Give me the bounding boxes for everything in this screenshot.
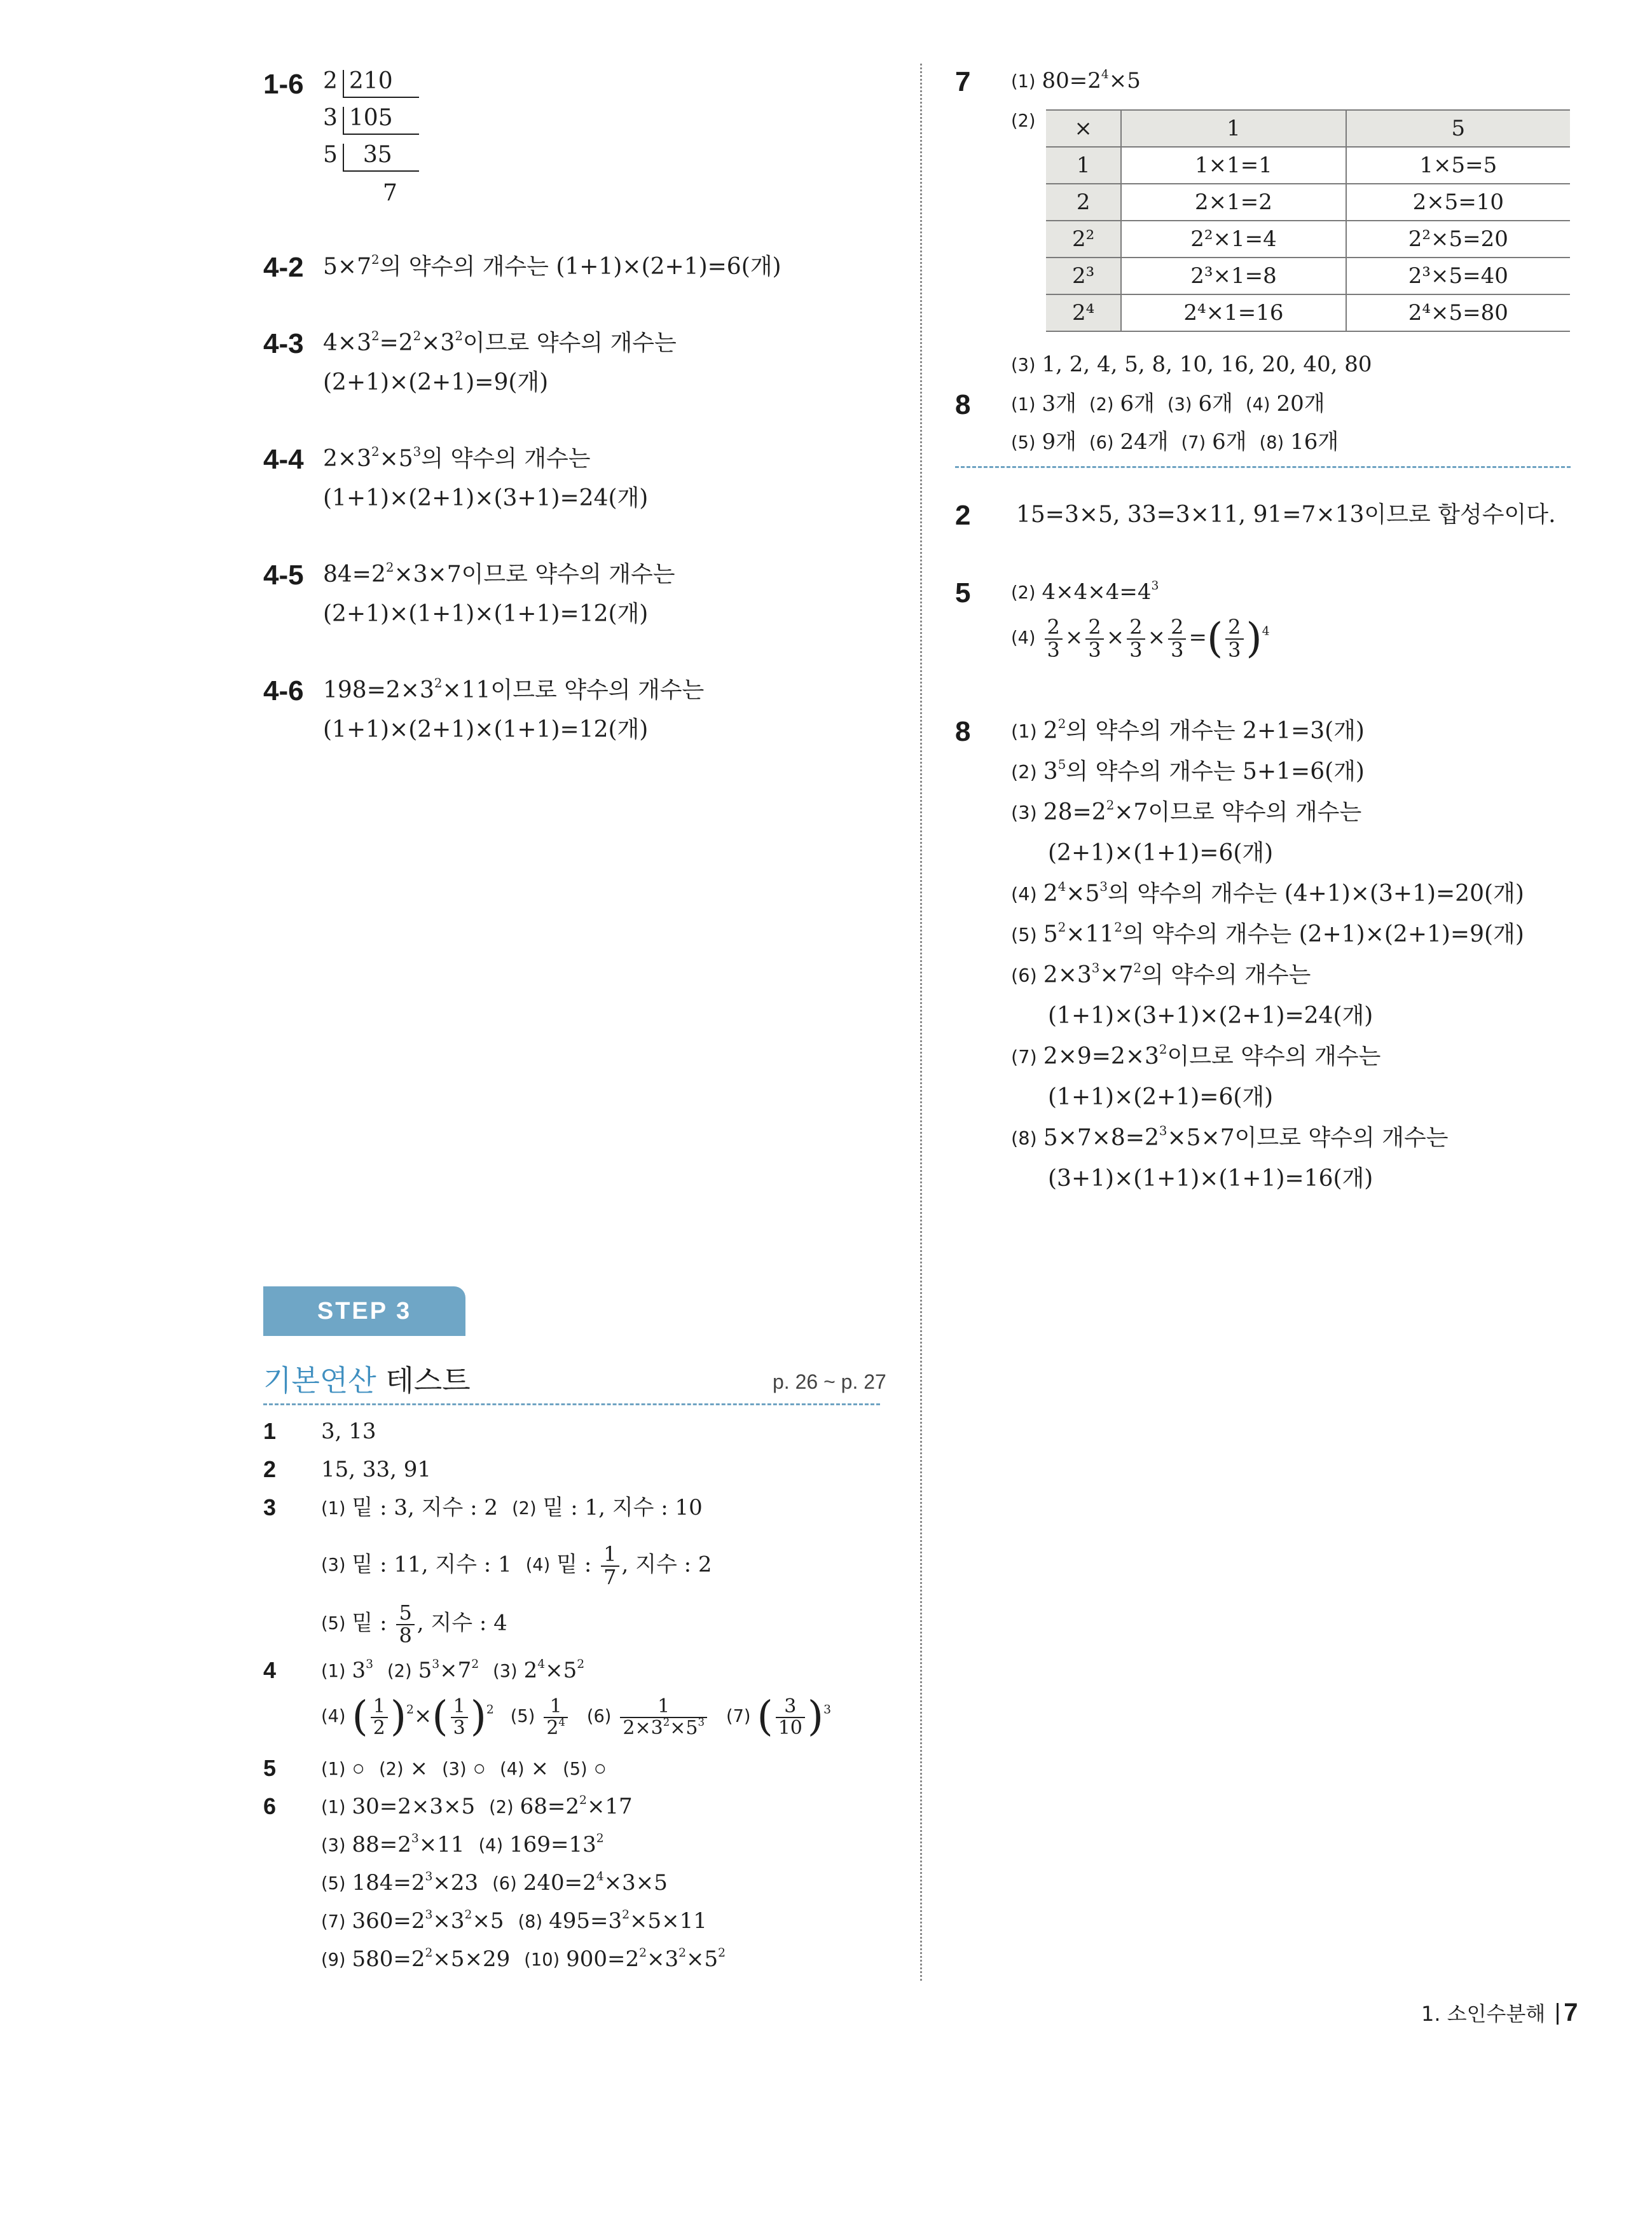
ladder-division-row: [323, 107, 419, 135]
answer-line: (1) $2^2$의 약수의 개수는 2+1=3(개): [1011, 717, 1365, 744]
chapter-label: 1. 소인수분해: [1421, 2002, 1546, 2026]
table-row-header: 2⁴: [1046, 294, 1121, 331]
table-cell: 2²×5=20: [1346, 221, 1570, 258]
table-row: [1046, 184, 1570, 221]
answer-line: $84=2^2\times 3\times 7$이므로 약수의 개수는: [323, 560, 675, 588]
table-row: [1046, 221, 1570, 258]
column-divider: [920, 64, 922, 1981]
answer-line: (1) $80=2^4\times 5$: [1011, 68, 1141, 93]
answer-line: (1) 3개 (2) 6개 (3) 6개 (4) 20개: [1011, 391, 1325, 416]
problem-number: 1-6: [263, 69, 304, 100]
problem-number: 7: [955, 66, 971, 97]
answer-line: (1+1)×(2+1)×(3+1)=24(개): [323, 485, 649, 511]
answer-line: $4\times 3^2=2^2\times 3^2$이므로 약수의 개수는: [323, 329, 677, 356]
problem-number: 5: [263, 1755, 277, 1781]
table-cell: 2⁴×1=16: [1121, 294, 1346, 331]
quotient: 7: [383, 180, 397, 206]
table-header-cell: 1: [1121, 110, 1346, 147]
dividend: 105: [343, 107, 419, 135]
section-divider: [955, 466, 1571, 468]
answer-line: (1+1)×(2+1)×(1+1)=12(개): [323, 717, 649, 743]
table-header-row: [1046, 110, 1570, 147]
table-row-header: 1: [1046, 147, 1121, 184]
answer-line: 15, 33, 91: [321, 1457, 432, 1482]
table-row-header: 2: [1046, 184, 1121, 221]
problem-number: 4-2: [263, 252, 304, 283]
section-title: [263, 1358, 471, 1400]
answer-part-label: (2): [1011, 111, 1036, 131]
answer-line: (2) $3^5$의 약수의 개수는 5+1=6(개): [1011, 757, 1365, 785]
answer-line: (6) $2\times 3^3\times 7^2$의 약수의 개수는: [1011, 961, 1311, 988]
answer-line: (5) 밑 : $\frac{5}{8}$ , 지수 : 4: [321, 1600, 507, 1648]
problem-number: 2: [263, 1456, 277, 1482]
answer-line: (3) 1, 2, 4, 5, 8, 10, 16, 20, 40, 80: [1011, 352, 1372, 377]
divisor: 3: [323, 105, 338, 131]
multiplication-table: [1046, 109, 1570, 332]
problem-number: 4-4: [263, 444, 304, 475]
problem-number: 4-6: [263, 675, 304, 706]
answer-line: (3) 밑 : 11, 지수 : 1 (4) 밑 : $\frac{1}{7}$ , 지수 : 2: [321, 1542, 712, 1589]
page-footer: [1421, 1998, 1578, 2027]
page-number: 7: [1564, 1999, 1578, 2027]
answer-line: (3) $88=2^3\times 11$ (4) $169=13^2$: [321, 1832, 604, 1857]
answer-line: (5) $5^2\times 11^2$의 약수의 개수는 (2+1)×(2+1)=9(개): [1011, 920, 1524, 947]
table-cell: 1×1=1: [1121, 147, 1346, 184]
table-row-header: 2³: [1046, 258, 1121, 294]
section-title-highlight: 기본연산: [263, 1363, 376, 1398]
ladder-division-row: [323, 70, 419, 98]
answer-line: (4) $2^4\times 5^3$의 약수의 개수는 (4+1)×(3+1)=20(개): [1011, 879, 1524, 907]
table-cell: 2³×1=8: [1121, 258, 1346, 294]
problem-number: 8: [955, 389, 971, 420]
answer-line: (9) $580=2^2\times 5\times 29$ (10) $900=2^2\times 3^2\times 5^2$: [321, 1946, 726, 1972]
table-row: [1046, 258, 1570, 294]
answer-line: (7) $360=2^3\times 3^2\times 5$ (8) $495=3^2\times 5\times 11$: [321, 1908, 707, 1934]
answer-line: (7) $2\times 9=2\times 3^2$이므로 약수의 개수는: [1011, 1042, 1381, 1070]
dividend: 210: [343, 70, 419, 98]
answer-line: (1) $3^3$ (2) $5^3\times 7^2$ (3) $2^4\times 5^2$: [321, 1658, 585, 1683]
answer-line: $2\times 3^2\times 5^3$의 약수의 개수는: [323, 444, 591, 472]
answer-line: (2) $4\times 4\times 4=4^3$: [1011, 579, 1159, 605]
answer-line: (3+1)×(1+1)×(1+1)=16(개): [1048, 1166, 1373, 1192]
problem-number: 8: [955, 716, 971, 747]
ladder-division-row: [323, 144, 419, 172]
answer-line: (2+1)×(2+1)=9(개): [323, 369, 549, 396]
answer-line: (4) $\frac{2}{3}$ × $\frac{2}{3}$ × $\frac{2}{3}$ × $\frac{2}{3}$ =( $\frac{2}{3}$ )$^4$: [1011, 614, 1270, 663]
section-divider: [263, 1403, 880, 1405]
problem-number: 5: [955, 577, 971, 609]
answer-line: $198=2\times 3^2\times 11$이므로 약수의 개수는: [323, 676, 705, 703]
answer-line: (8) $5\times 7\times 8=2^3\times 5\times 7$이므로 약수의 개수는: [1011, 1124, 1449, 1151]
divisor: 5: [323, 142, 338, 168]
answer-line: 3, 13: [321, 1419, 376, 1444]
answer-line: (1+1)×(2+1)=6(개): [1048, 1084, 1274, 1110]
table-row-header: 2²: [1046, 221, 1121, 258]
problem-number: 4-5: [263, 560, 304, 591]
section-title-rest: 테스트: [376, 1363, 471, 1398]
problem-number: 3: [263, 1494, 277, 1520]
answer-line: (4) ( $\frac{1}{2}$ )$^2$×( $\frac{1}{3}$ )$^2$ (5) $\frac{1}{2^4}$ (6) $\frac{1}{2\times 3^2\times 5^3}$ (7) ( $\frac{3}{10}$ )$^3$: [321, 1693, 831, 1741]
answer-line: 15=3×5, 33=3×11, 91=7×13이므로 합성수이다.: [1016, 502, 1556, 528]
problem-number: 1: [263, 1418, 277, 1444]
answer-line: (1+1)×(3+1)×(2+1)=24(개): [1048, 1003, 1373, 1029]
table-cell: 2⁴×5=80: [1346, 294, 1570, 331]
table-header-cell: ×: [1046, 110, 1121, 147]
table-row: [1046, 294, 1570, 331]
problem-number: 4-3: [263, 328, 304, 359]
step-tab: STEP 3: [263, 1286, 465, 1336]
answer-line: (2+1)×(1+1)=6(개): [1048, 840, 1274, 866]
table-cell: 2×1=2: [1121, 184, 1346, 221]
dividend: 35: [343, 144, 419, 172]
table-cell: 1×5=5: [1346, 147, 1570, 184]
table-cell: 2³×5=40: [1346, 258, 1570, 294]
problem-number: 6: [263, 1793, 277, 1819]
divisor: 2: [323, 68, 338, 94]
answer-line: $5\times 7^2$의 약수의 개수는 (1+1)×(2+1)=6(개): [323, 252, 781, 280]
page-range: p. 26 ~ p. 27: [773, 1370, 886, 1393]
answer-line: (1) 밑 : 3, 지수 : 2 (2) 밑 : 1, 지수 : 10: [321, 1495, 703, 1520]
problem-number: 2: [955, 500, 971, 531]
footer-separator: [1557, 2003, 1559, 2025]
problem-number: 4: [263, 1657, 277, 1683]
answer-line: (1) ○ (2) × (3) ○ (4) × (5) ○: [321, 1756, 607, 1781]
table-cell: 2×5=10: [1346, 184, 1570, 221]
answer-line: (5) $184=2^3\times 23$ (6) $240=2^4\times 3\times 5$: [321, 1870, 668, 1896]
answer-line: (2+1)×(1+1)×(1+1)=12(개): [323, 601, 649, 627]
table-header-cell: 5: [1346, 110, 1570, 147]
table-cell: 2²×1=4: [1121, 221, 1346, 258]
table-row: [1046, 147, 1570, 184]
answer-line: (5) 9개 (6) 24개 (7) 6개 (8) 16개: [1011, 429, 1339, 455]
answer-line: (3) $28=2^2\times 7$이므로 약수의 개수는: [1011, 798, 1362, 825]
answer-line: (1) 30=2×3×5 (2) $68=2^2\times 17$: [321, 1794, 633, 1819]
